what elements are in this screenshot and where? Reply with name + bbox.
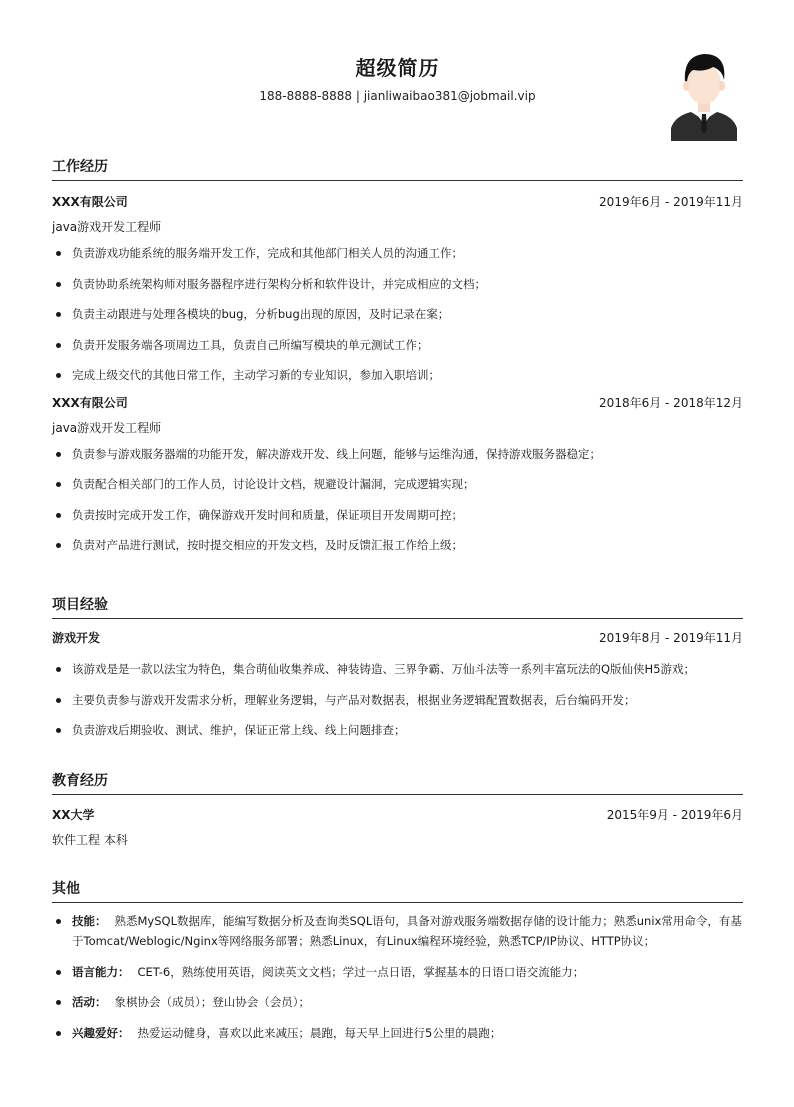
other-section [52,877,743,1053]
education-section [52,769,743,852]
item-label: 兴趣爱好： [72,1025,130,1040]
list-item: 负责协助系统架构师对服务器程序进行架构分析和软件设计，并完成相应的文档； [52,274,743,294]
item-label: 技能： [72,914,107,928]
list-item: 该游戏是是一款以法宝为特色，集合萌仙收集养成、神装铸造、三界争霸、万仙斗法等一系列丰富玩法的Q版仙侠H5游戏； [52,659,743,679]
section-title-work: 工作经历 [52,155,743,181]
item-label: 活动： [72,995,107,1009]
list-item [52,962,743,982]
list-item: 负责对产品进行测试，按时提交相应的开发文档，及时反馈汇报工作给上级； [52,535,743,555]
degree-major: 软件工程 本科 [52,833,128,847]
resume-header [52,50,743,145]
school-name: XX大学 [52,808,95,822]
section-title-other: 其他 [52,877,743,903]
project-name: 游戏开发 [52,631,101,645]
section-title-education: 教育经历 [52,769,743,795]
avatar [669,50,739,141]
resume-name: 超级简历 [355,56,440,80]
list-item: 负责开发服务端各项周边工具，负责自己所编写模块的单元测试工作； [52,335,743,355]
job-title: java游戏开发工程师 [52,420,162,435]
work-entry [52,390,743,556]
date-range: 2018年6月 - 2018年12月 [599,395,743,410]
section-title-project: 项目经验 [52,593,743,619]
list-item: 负责参与游戏服务器端的功能开发，解决游戏开发、线上问题，能够与运维沟通，保持游戏服务器稳定； [52,444,743,464]
date-range: 2015年9月 - 2019年6月 [606,808,743,822]
list-item: 负责主动跟进与处理各模块的bug，分析bug出现的原因，及时记录在案； [52,304,743,324]
item-text: 热爱运动健身，喜欢以此来减压；晨跑，每天早上回进行5公里的晨跑； [137,1025,502,1040]
list-item [52,911,743,951]
project-experience-section [52,593,743,751]
list-item: 负责游戏功能系统的服务端开发工作，完成和其他部门相关人员的沟通工作； [52,243,743,263]
list-item: 完成上级交代的其他日常工作，主动学习新的专业知识，参加入职培训； [52,365,743,385]
company-name: XXX有限公司 [52,395,128,410]
list-item: 主要负责参与游戏开发需求分析，理解业务逻辑，与产品对数据表，根据业务逻辑配置数据表，后台编码开发； [52,690,743,710]
list-item [52,992,743,1012]
list-item [52,1023,743,1043]
list-item: 负责按时完成开发工作，确保游戏开发时间和质量，保证项目开发周期可控； [52,505,743,525]
education-entry [52,802,743,852]
work-experience-section [52,155,743,566]
item-text: CET-6，熟练使用英语，阅读英文文档；学过一点日语，掌握基本的日语口语交流能力； [137,964,585,979]
item-text: 象棋协会（成员）；登山协会（会员）； [114,995,310,1009]
job-title: java游戏开发工程师 [52,220,162,234]
contact-info: 188-8888-8888 | jianliwaibao381@jobmail.vip [259,89,536,103]
date-range: 2019年6月 - 2019年11月 [599,195,743,209]
date-range: 2019年8月 - 2019年11月 [599,631,743,645]
company-name: XXX有限公司 [52,195,128,209]
list-item: 负责游戏后期验收、测试、维护，保证正常上线、线上问题排查； [52,720,743,740]
list-item: 负责配合相关部门的工作人员，讨论设计文档，规避设计漏洞，完成逻辑实现； [52,474,743,494]
project-entry [52,625,743,740]
item-text: 熟悉MySQL数据库，能编写数据分析及查询类SQL语句，具备对游戏服务端数据存储的设计能力；熟悉unix常用命令，有基于Tomcat/Weblogic/Nginx等网络服务部署；熟悉Linux，有Linux编程环境经验，熟悉TCP/IP协议、HTTP协议； [72,914,742,948]
item-label: 语言能力： [72,964,130,979]
work-entry [52,189,743,385]
